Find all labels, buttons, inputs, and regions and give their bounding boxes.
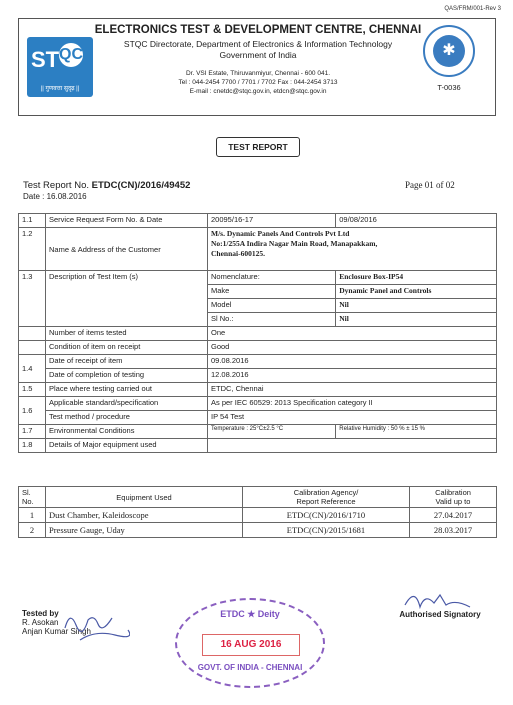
official-stamp: ETDC ★ Deity 16 AUG 2016 GOVT. OF INDIA - CHENNAI <box>175 598 325 688</box>
accreditation-number: T-0036 <box>437 83 461 92</box>
report-details-table: 1.1 Service Request Form No. & Date 20095/16-17 09/08/2016 1.2 Name & Address of the Customer M/s. Dynamic Panels And Controls Pvt Ltd No:1/255A Indira Nagar Main Road, Manapakkam, Chennai-600125. 1.3 Description of Test Item (s) Nomenclature: Enclosure Box-IP54 Make Dynamic Panel and Controls Model Nil Sl No.: Nil Number of items tested One Condition of item on receipt Good 1.4 Date of receipt of item 09.08.2016 Date of completion of testing 12.08.2016 1.5 Place where testing carried out ETDC, Chennai 1.6 Applicable standard/specification As per IEC 60529: 2013 Specification category II Test method / procedure IP 54 Test 1.7 Environmental Conditions Temperature : 25°C±2.5 °C Relative Humidity : 50 % ± 15 % 1.8 Details of Major equipment used <box>18 213 497 453</box>
letterhead <box>18 18 496 116</box>
org-address: Dr. VSI Estate, Thiruvanmiyur, Chennai - 600 041. Tel : 044-2454 7700 / 7701 / 7702 Fax : 044-2454 3713 E-mail : cnetdc@stqc.gov.in, etdcn@stqc.gov.in <box>178 70 338 95</box>
test-report-heading: TEST REPORT <box>216 137 300 157</box>
report-date: Date : 16.08.2016 <box>23 192 87 201</box>
tested-by-block: Tested by R. Asokan Anjan Kumar Singh <box>22 609 91 636</box>
report-number: Test Report No. ETDC(CN)/2016/49452 <box>23 180 191 191</box>
org-subtitle: STQC Directorate, Department of Electronics & Information Technology Government of India <box>123 39 393 60</box>
accreditation-seal-icon: ✱ <box>423 25 475 77</box>
page-indicator: Page 01 of 02 <box>405 180 455 190</box>
org-title: ELECTRONICS TEST & DEVELOPMENT CENTRE, CHENNAI <box>94 24 422 36</box>
authorised-signatory-label: Authorised Signatory <box>399 610 481 619</box>
tester-signature-icon <box>60 600 130 645</box>
stqc-logo: ST QC || गुणवत्ता सुदृढ़ || <box>27 37 93 97</box>
equipment-table: Sl. No. Equipment Used Calibration Agency/ Report Reference Calibration Valid up to 1 Dust Chamber, Kaleidoscope ETDC(CN)/2016/1710 27.04.2017 2 Pressure Gauge, Uday ETDC(CN)/2015/1681 28.03.2017 <box>18 486 497 538</box>
form-number: QAS/FRM/001-Rev 3 <box>444 6 501 12</box>
